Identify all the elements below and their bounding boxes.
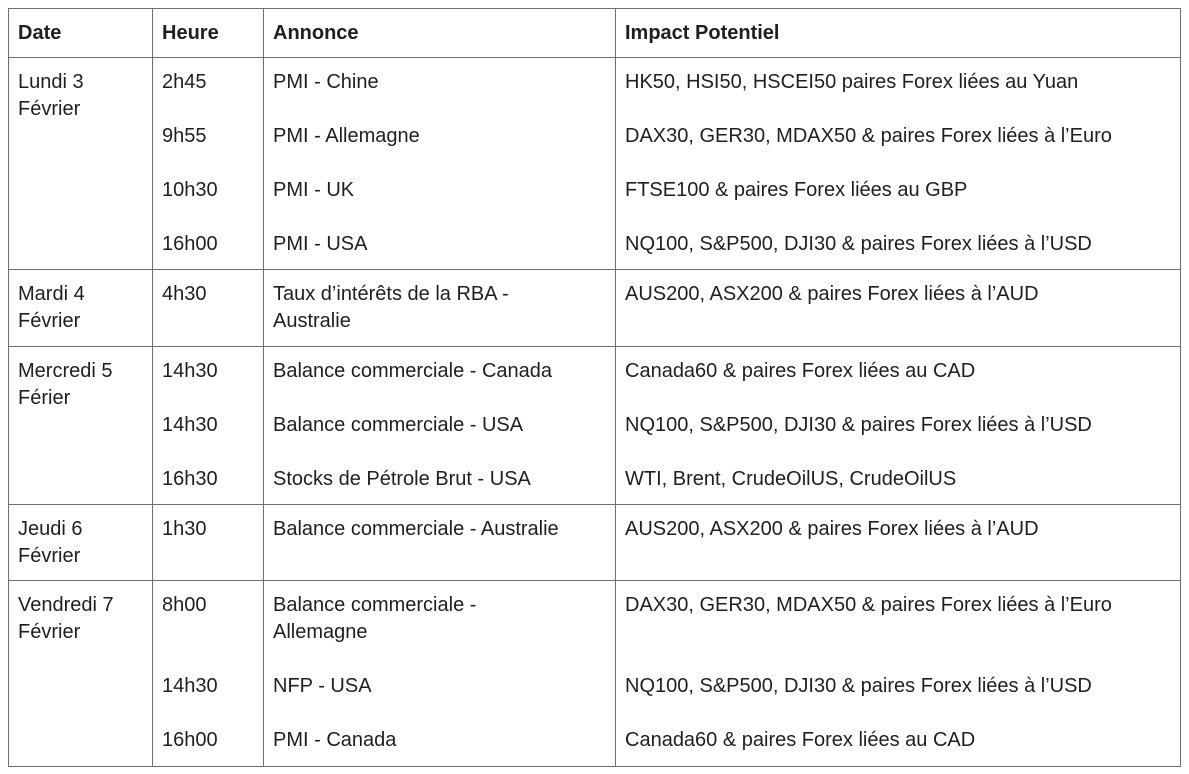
event-announcement: Stocks de Pétrole Brut - USA <box>273 468 531 490</box>
event-impact: NQ100, S&P500, DJI30 & paires Forex liées à l’USD <box>625 414 1092 436</box>
header-date: Date <box>9 9 153 58</box>
event-announcement: Balance commerciale - Australie <box>273 518 559 540</box>
impact-cell <box>616 347 1181 505</box>
date-cell <box>9 270 153 347</box>
event-impact: AUS200, ASX200 & paires Forex liées à l’AUD <box>625 283 1039 305</box>
event-impact: NQ100, S&P500, DJI30 & paires Forex liées à l’USD <box>625 675 1092 697</box>
event-time: 2h45 <box>162 71 207 93</box>
date-label: Vendredi 7 Février <box>18 594 114 643</box>
event-impact: AUS200, ASX200 & paires Forex liées à l’AUD <box>625 518 1039 540</box>
event-time: 1h30 <box>162 518 207 540</box>
event-time: 16h30 <box>162 468 218 490</box>
announcement-cell <box>264 505 616 581</box>
day-row <box>9 505 1181 581</box>
event-announcement: PMI - Chine <box>273 71 379 93</box>
time-cell <box>153 505 264 581</box>
event-impact: HK50, HSI50, HSCEI50 paires Forex liées au Yuan <box>625 71 1079 93</box>
event-announcement: PMI - Canada <box>273 729 397 751</box>
date-label: Jeudi 6 Février <box>18 518 83 567</box>
impact-cell <box>616 270 1181 347</box>
time-cell <box>153 347 264 505</box>
date-cell <box>9 581 153 767</box>
event-time: 4h30 <box>162 283 207 305</box>
event-time: 14h30 <box>162 675 218 697</box>
announcement-cell <box>264 347 616 505</box>
impact-cell <box>616 505 1181 581</box>
header-announcement: Annonce <box>264 9 616 58</box>
announcement-cell <box>264 58 616 270</box>
event-announcement: Balance commerciale - Allemagne <box>273 594 477 643</box>
date-label: Mercredi 5 Férier <box>18 360 113 409</box>
date-cell <box>9 347 153 505</box>
event-time: 8h00 <box>162 594 207 616</box>
event-impact: Canada60 & paires Forex liées au CAD <box>625 360 976 382</box>
event-announcement: PMI - UK <box>273 179 355 201</box>
date-cell <box>9 505 153 581</box>
day-row <box>9 270 1181 347</box>
day-row <box>9 58 1181 270</box>
impact-cell <box>616 581 1181 767</box>
event-impact: Canada60 & paires Forex liées au CAD <box>625 729 976 751</box>
time-cell <box>153 58 264 270</box>
event-impact: NQ100, S&P500, DJI30 & paires Forex liées à l’USD <box>625 233 1092 255</box>
event-announcement: PMI - Allemagne <box>273 125 420 147</box>
event-impact: FTSE100 & paires Forex liées au GBP <box>625 179 968 201</box>
event-time: 16h00 <box>162 233 218 255</box>
header-row <box>9 9 1181 58</box>
date-label: Lundi 3 Février <box>18 71 84 120</box>
event-announcement: Balance commerciale - USA <box>273 414 524 436</box>
event-announcement: Balance commerciale - Canada <box>273 360 553 382</box>
time-cell <box>153 581 264 767</box>
event-time: 14h30 <box>162 360 218 382</box>
event-impact: WTI, Brent, CrudeOilUS, CrudeOilUS <box>625 468 957 490</box>
day-row <box>9 581 1181 767</box>
announcement-cell <box>264 581 616 767</box>
header-time: Heure <box>153 9 264 58</box>
event-impact: DAX30, GER30, MDAX50 & paires Forex liées à l’Euro <box>625 125 1112 147</box>
economic-calendar-table <box>8 8 1181 767</box>
event-impact: DAX30, GER30, MDAX50 & paires Forex liées à l’Euro <box>625 594 1112 616</box>
event-time: 9h55 <box>162 125 207 147</box>
day-row <box>9 347 1181 505</box>
event-announcement: Taux d’intérêts de la RBA - Australie <box>273 283 509 332</box>
event-time: 16h00 <box>162 729 218 751</box>
event-time: 10h30 <box>162 179 218 201</box>
time-cell <box>153 270 264 347</box>
event-announcement: PMI - USA <box>273 233 368 255</box>
header-impact: Impact Potentiel <box>616 9 1181 58</box>
announcement-cell <box>264 270 616 347</box>
date-label: Mardi 4 Février <box>18 283 85 332</box>
event-announcement: NFP - USA <box>273 675 372 697</box>
impact-cell <box>616 58 1181 270</box>
date-cell <box>9 58 153 270</box>
event-time: 14h30 <box>162 414 218 436</box>
